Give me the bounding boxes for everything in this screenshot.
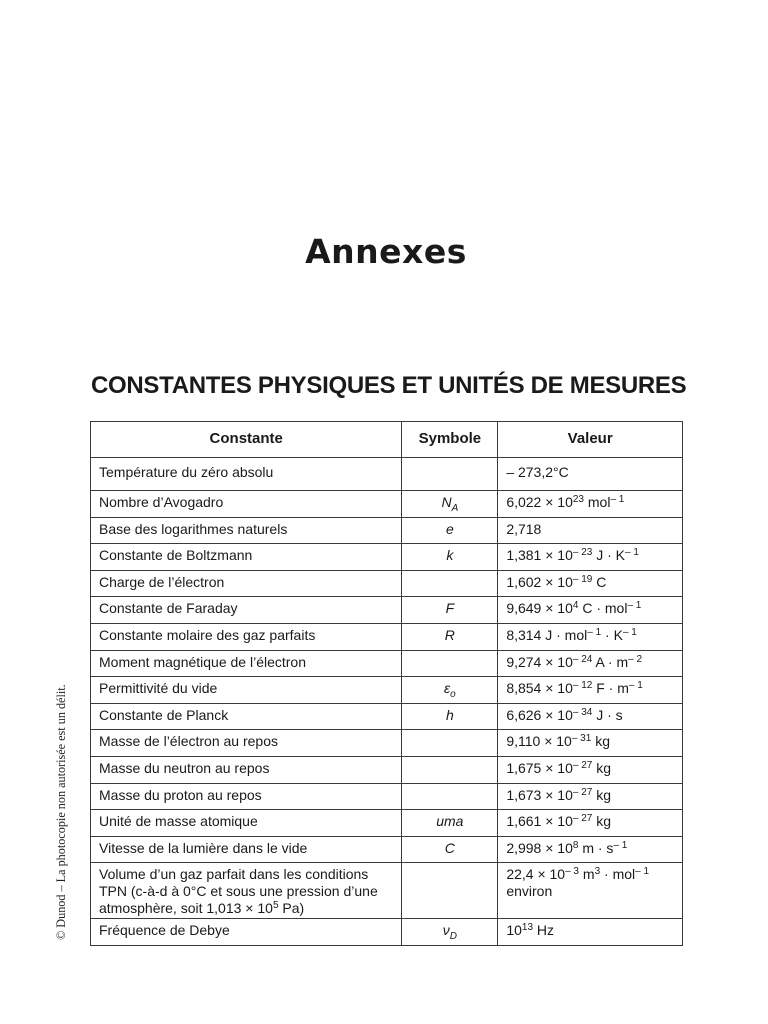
constant-name-cell: Moment magnétique de l’électron [91, 650, 402, 677]
section-title: CONSTANTES PHYSIQUES ET UNITÉS DE MESURES [91, 372, 687, 399]
constant-name-cell: Volume d’un gaz parfait dans les conditions TPN (c-à-d à 0°C et sous une pression d’une atmosphère, soit $1,013 \times 10^5$ Pa) [91, 863, 402, 919]
constant-name-cell: Charge de l’électron [91, 570, 402, 597]
constant-value-cell: $9,110 \times 10^{- 31}$ kg [498, 730, 683, 757]
constant-name-cell: Nombre d’Avogadro [91, 491, 402, 518]
constant-value-cell: 2,718 [498, 517, 683, 544]
constant-name-cell: Fréquence de Debye [91, 919, 402, 946]
constant-symbol-cell [402, 650, 498, 677]
table-row [91, 650, 683, 677]
constant-symbol-cell: R [402, 623, 498, 650]
table-row [91, 703, 683, 730]
table-body [91, 458, 683, 946]
constant-symbol-cell [402, 756, 498, 783]
table-row [91, 597, 683, 624]
constant-name-cell: Constante de Planck [91, 703, 402, 730]
constant-value-cell: $8,854 \times 10^{- 12}$ $F \cdot m^{- 1}$ [498, 677, 683, 704]
constants-table [90, 421, 683, 946]
constant-value-cell: $6,022 \times 10^{23}$ mol$^{- 1}$ [498, 491, 683, 518]
constant-value-cell: $9,649 \times 10^4$ C · mol$^{- 1}$ [498, 597, 683, 624]
constant-value-cell: $1,602 \times 10^{- 19}$ C [498, 570, 683, 597]
constant-symbol-cell: k [402, 544, 498, 571]
constant-name-cell: Masse du proton au repos [91, 783, 402, 810]
constant-symbol-cell [402, 730, 498, 757]
constant-name-cell: Base des logarithmes naturels [91, 517, 402, 544]
constant-value-cell: $2,998 \times 10^8$ $m \cdot s^{- 1}$ [498, 836, 683, 863]
table-row [91, 730, 683, 757]
constant-symbol-cell: F [402, 597, 498, 624]
copyright-sidebar-note: © Dunod – La photocopie non autorisée est un délit. [54, 684, 68, 940]
constant-symbol-cell [402, 783, 498, 810]
constant-name-cell: Constante molaire des gaz parfaits [91, 623, 402, 650]
constant-value-cell: $1,675 \times 10^{- 27}$ kg [498, 756, 683, 783]
table-row [91, 458, 683, 491]
table-row [91, 783, 683, 810]
constant-name-cell: Vitesse de la lumière dans le vide [91, 836, 402, 863]
constant-symbol-cell [402, 863, 498, 919]
constant-value-cell: $1,661 \times 10^{- 27}$ kg [498, 810, 683, 837]
constant-name-cell: Masse de l’électron au repos [91, 730, 402, 757]
table-row [91, 544, 683, 571]
table-row [91, 836, 683, 863]
constant-symbol-cell: e [402, 517, 498, 544]
constant-name-cell: Unité de masse atomique [91, 810, 402, 837]
constant-value-cell: $22,4 \times 10^{- 3}$ $m^3 \cdot mol^{- 1}$ environ [498, 863, 683, 919]
constant-symbol-cell: C [402, 836, 498, 863]
constant-name-cell: Température du zéro absolu [91, 458, 402, 491]
column-header-valeur: Valeur [498, 422, 683, 458]
constant-value-cell: $1,673 \times 10^{- 27}$ kg [498, 783, 683, 810]
constant-symbol-cell: $\varepsilon_o$ [402, 677, 498, 704]
constant-symbol-cell: $N_A$ [402, 491, 498, 518]
constant-name-cell: Masse du neutron au repos [91, 756, 402, 783]
constant-symbol-cell: $\nu_D$ [402, 919, 498, 946]
table-row [91, 623, 683, 650]
table-row [91, 919, 683, 946]
constant-symbol-cell [402, 458, 498, 491]
table-row [91, 677, 683, 704]
table-row [91, 517, 683, 544]
constant-value-cell: – 273,2°C [498, 458, 683, 491]
constant-symbol-cell [402, 570, 498, 597]
column-header-symbole: Symbole [402, 422, 498, 458]
table-row [91, 810, 683, 837]
table-row [91, 863, 683, 919]
constant-name-cell: Permittivité du vide [91, 677, 402, 704]
constant-value-cell: $10^{13}$ Hz [498, 919, 683, 946]
constant-value-cell: $6,626 \times 10^{- 34}$ J · s [498, 703, 683, 730]
page-title: Annexes [305, 232, 467, 271]
table-row [91, 491, 683, 518]
constant-symbol-cell: uma [402, 810, 498, 837]
table-header-row [91, 422, 683, 458]
constant-name-cell: Constante de Faraday [91, 597, 402, 624]
constant-name-cell: Constante de Boltzmann [91, 544, 402, 571]
table-row [91, 756, 683, 783]
table-row [91, 570, 683, 597]
constant-value-cell: $9,274 \times 10^{- 24}$ $A \cdot m^{- 2}$ [498, 650, 683, 677]
constant-value-cell: $1,381 \times 10^{- 23}$ $J \cdot K^{- 1}$ [498, 544, 683, 571]
column-header-constante: Constante [91, 422, 402, 458]
constant-symbol-cell: h [402, 703, 498, 730]
constant-value-cell: 8,314 $J \cdot mol^{- 1} \cdot K^{- 1}$ [498, 623, 683, 650]
